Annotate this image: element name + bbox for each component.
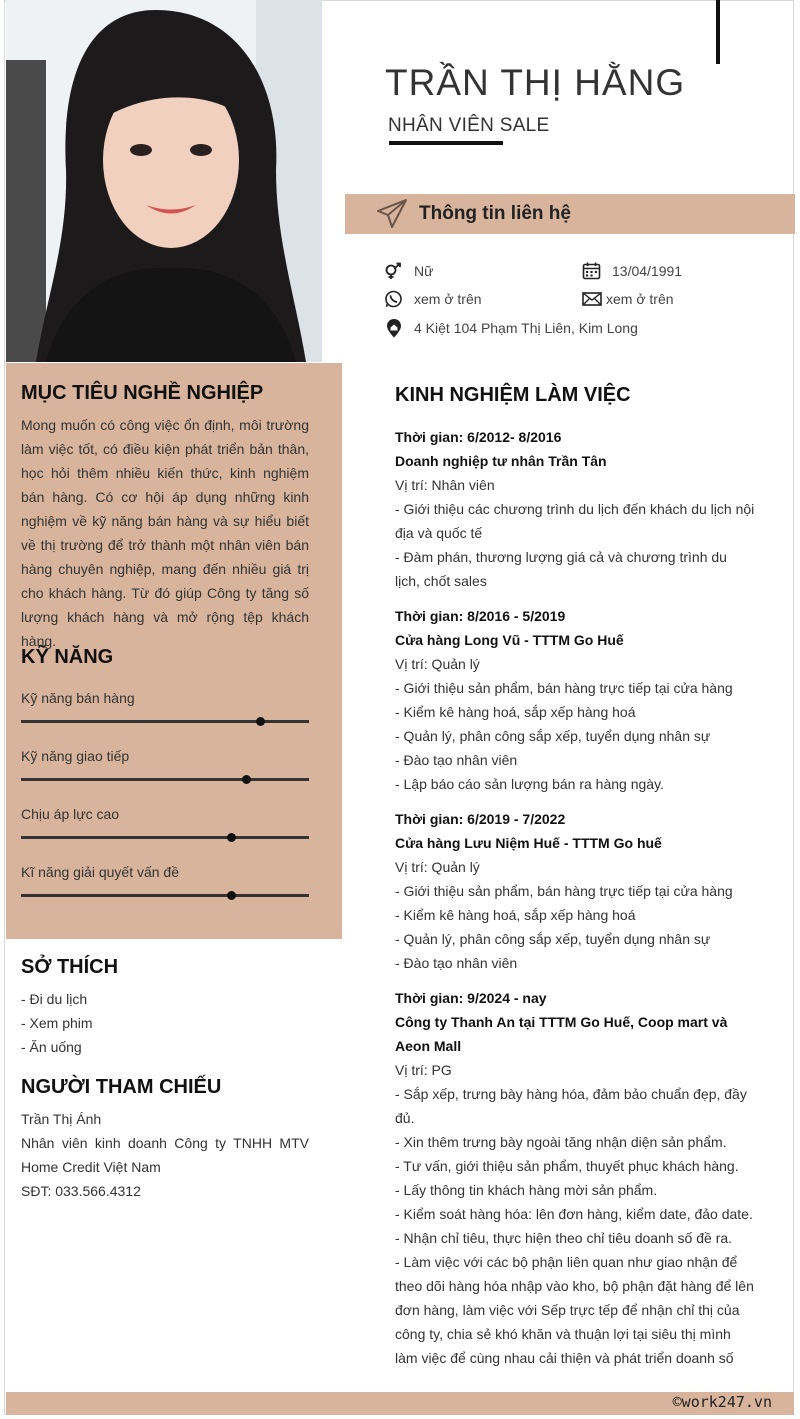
job-period: Thời gian: 9/2024 - nay — [395, 990, 547, 1006]
skill-bar — [21, 836, 309, 839]
profile-photo — [6, 0, 322, 362]
job-duty: - Làm việc với các bộ phận liên quan như giao nhận để theo dõi hàng hóa nhập vào kho, bộ phận đặt hàng để lên đơn hàng, làm việc với Sếp trực tếp để nhận chỉ thị của công ty, chia sẻ khó khăn và thuận lợi tại siêu thị mình làm việc để cùng nhau cải thiện và phát triển doanh số — [395, 1254, 754, 1366]
job-duty: - Giới thiệu sản phẩm, bán hàng trực tiếp tại cửa hàng — [395, 883, 733, 899]
skills-title: KỸ NĂNG — [21, 646, 114, 668]
skill-level-marker — [242, 775, 251, 784]
objective-text: Mong muốn có công việc ổn định, môi trường làm việc tốt, có điều kiện phát triển bản thân, học hỏi thêm nhiều kiến thức, kinh nghiệm bán hàng. Có cơ hội áp dụng những kinh nghiệm về kỹ năng bán hàng và sự hiểu biết về thị trường để trở thành một nhân viên bán hàng chuyên nghiệp, mang đến nhiều giá trị cho khách hàng. Từ đó giúp Công ty tăng số lượng khách hàng và mở rộng tệp khách hàng. — [21, 417, 309, 649]
reference-company: Home Credit Việt Nam — [21, 1159, 161, 1175]
job-duty: - Giới thiệu sản phẩm, bán hàng trực tiếp tại cửa hàng — [395, 680, 733, 696]
job-duty: - Đào tạo nhân viên — [395, 955, 518, 971]
location-pin-icon — [384, 318, 404, 338]
job-duty: - Lấy thông tin khách hàng mời sản phẩm. — [395, 1182, 658, 1198]
reference-details — [21, 1107, 309, 1203]
watermark: ©work247.vn — [672, 1393, 772, 1411]
job-role: Vị trí: PG — [395, 1062, 452, 1078]
job-company: Cửa hàng Long Vũ - TTTM Go Huế — [395, 632, 624, 648]
experience-title: KINH NGHIỆM LÀM VIỆC — [395, 384, 631, 406]
job-role: Vị trí: Quản lý — [395, 656, 480, 672]
candidate-name: TRẦN THỊ HẰNG — [385, 62, 686, 103]
reference-name: Trần Thị Ánh — [21, 1111, 102, 1127]
contact-gender — [384, 262, 433, 280]
contact-email[interactable] — [582, 290, 674, 308]
experience-item — [395, 807, 755, 975]
job-duty: - Quản lý, phân công sắp xếp, tuyển dụng nhân sự — [395, 728, 711, 744]
paper-plane-icon — [375, 197, 409, 231]
job-company: Doanh nghiệp tư nhân Trần Tân — [395, 453, 607, 469]
gender-value: Nữ — [414, 263, 434, 279]
job-duty: - Sắp xếp, trưng bày hàng hóa, đảm bảo chuẩn đẹp, đầy đủ. — [395, 1086, 747, 1126]
job-period: Thời gian: 6/2019 - 7/2022 — [395, 811, 566, 827]
job-duty: - Kiểm kê hàng hoá, sắp xếp hàng hoá — [395, 907, 636, 923]
skill-label: Kỹ năng bán hàng — [21, 690, 135, 706]
hobbies-title: SỞ THÍCH — [21, 956, 119, 978]
email-value: xem ở trên — [606, 291, 674, 307]
experience-item — [395, 425, 755, 593]
hobby-item: - Ăn uống — [21, 1039, 82, 1055]
reference-title: NGƯỜI THAM CHIẾU — [21, 1076, 222, 1098]
skill-bar — [21, 894, 309, 897]
job-duty: - Tư vấn, giới thiệu sản phẩm, thuyết phục khách hàng. — [395, 1158, 739, 1174]
job-duty: - Nhận chỉ tiêu, thực hiện theo chỉ tiêu doanh số đề ra. — [395, 1230, 733, 1246]
job-duty: - Kiểm soát hàng hóa: lên đơn hàng, kiểm date, đảo date. — [395, 1206, 753, 1222]
hobby-item: - Đi du lịch — [21, 991, 88, 1007]
hobbies-list — [21, 987, 93, 1059]
gender-icon — [384, 262, 404, 280]
experience-item — [395, 604, 755, 796]
job-period: Thời gian: 8/2016 - 5/2019 — [395, 608, 566, 624]
job-duty: - Giới thiệu các chương trình du lịch đến khách du lịch nội địa và quốc tế — [395, 501, 755, 541]
job-duty: - Đàm phán, thương lượng giá cả và chương trình du lịch, chốt sales — [395, 549, 727, 589]
objective-title: MỤC TIÊU NGHỀ NGHIỆP — [21, 382, 264, 404]
skill-bar — [21, 778, 309, 781]
job-role: Vị trí: Nhân viên — [395, 477, 495, 493]
job-duty: - Quản lý, phân công sắp xếp, tuyển dụng nhân sự — [395, 931, 711, 947]
skill-label: Chịu áp lực cao — [21, 806, 120, 822]
contact-address — [384, 318, 638, 338]
contact-section-title: Thông tin liên hệ — [419, 203, 571, 224]
job-duty: - Lập báo cáo sản lượng bán ra hàng ngày. — [395, 776, 664, 792]
calendar-icon — [582, 262, 602, 280]
skill-label: Kĩ năng giải quyết vấn đề — [21, 864, 180, 880]
experience-item — [395, 986, 755, 1370]
skill-bar — [21, 720, 309, 723]
job-duty: - Đào tạo nhân viên — [395, 752, 518, 768]
birthday-value: 13/04/1991 — [612, 263, 683, 279]
job-duty: - Kiểm kê hàng hoá, sắp xếp hàng hoá — [395, 704, 636, 720]
contact-birthday — [582, 262, 682, 280]
reference-phone: SĐT: 033.566.4312 — [21, 1183, 141, 1199]
contact-phone — [384, 290, 482, 308]
job-duty: - Xin thêm trưng bày ngoài tăng nhận diện sản phẩm. — [395, 1134, 727, 1150]
hobby-item: - Xem phim — [21, 1015, 93, 1031]
skill-label: Kỹ năng giao tiếp — [21, 748, 130, 764]
whatsapp-icon — [384, 290, 404, 308]
title-underline — [389, 141, 503, 145]
phone-value: xem ở trên — [414, 291, 482, 307]
job-company: Công ty Thanh An tại TTTM Go Huế, Coop mart và Aeon Mall — [395, 1014, 728, 1054]
reference-position: Nhân viên kinh doanh Công ty TNHH MTV — [21, 1135, 309, 1151]
skill-level-marker — [256, 717, 265, 726]
candidate-job-title: NHÂN VIÊN SALE — [388, 115, 550, 136]
job-company: Cửa hàng Lưu Niệm Huế - TTTM Go huế — [395, 835, 662, 851]
address-value: 4 Kiệt 104 Phạm Thị Liên, Kim Long — [414, 320, 638, 336]
decorative-top-bar — [716, 0, 720, 64]
contact-section-header — [345, 194, 795, 234]
job-role: Vị trí: Quản lý — [395, 859, 480, 875]
job-period: Thời gian: 6/2012- 8/2016 — [395, 429, 562, 445]
envelope-icon — [582, 290, 602, 308]
experience-list — [395, 425, 755, 1381]
